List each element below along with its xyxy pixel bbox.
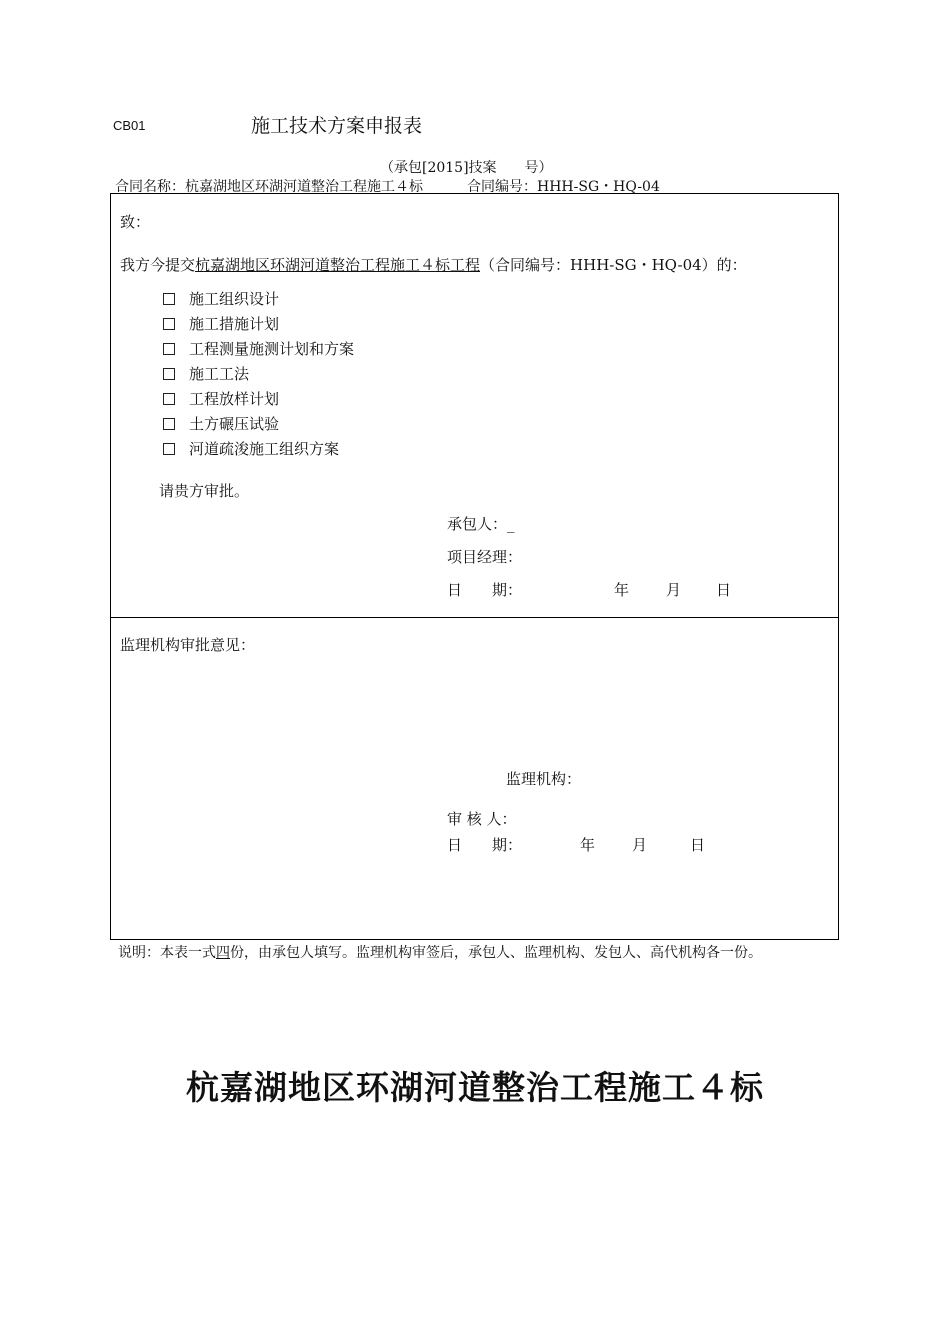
year-label: 年 (580, 836, 596, 854)
checklist-item-label: 施工措施计划 (189, 314, 280, 333)
checkbox-icon[interactable] (163, 393, 175, 405)
checkbox-icon[interactable] (163, 418, 175, 430)
note-prefix: 说明：本表一式 (118, 945, 216, 961)
checklist-item[interactable] (161, 436, 354, 461)
month-label: 月 (632, 836, 648, 854)
checklist-item-label: 工程放样计划 (189, 389, 280, 408)
supervision-date-row (447, 834, 747, 854)
checklist-item-label: 土方碾压试验 (189, 414, 280, 433)
contractor-label: 承包人：_ (447, 515, 515, 533)
checkbox-icon[interactable] (163, 368, 175, 380)
checklist-item-label: 施工工法 (189, 364, 250, 383)
checkbox-icon[interactable] (163, 343, 175, 355)
document-type-checklist (161, 286, 354, 461)
checklist-item[interactable] (161, 361, 354, 386)
submission-date-row (447, 579, 747, 599)
day-label: 日 (716, 581, 732, 599)
project-title: 杭嘉湖地区环湖河道整治工程施工４标 (186, 1068, 764, 1107)
intro-project: 杭嘉湖地区环湖河道整治工程施工４标工程 (195, 256, 481, 274)
checklist-item[interactable] (161, 311, 354, 336)
supervision-opinion-label: 监理机构审批意见： (120, 636, 256, 654)
form-code: CB01 (113, 118, 146, 133)
checklist-item[interactable] (161, 411, 354, 436)
checkbox-icon[interactable] (163, 318, 175, 330)
intro-suffix: （合同编号：HHH-SG・HQ-04）的： (480, 256, 747, 274)
reviewer-label: 审 核 人： (447, 810, 517, 828)
contract-number: 合同编号：HHH-SG・HQ-04 (467, 179, 660, 195)
note-suffix: 份，由承包人填写。监理机构审签后，承包人、监理机构、发包人、高代机构各一份。 (230, 945, 762, 961)
to-label: 致： (120, 213, 151, 231)
checklist-item[interactable] (161, 286, 354, 311)
approval-request: 请贵方审批。 (159, 482, 250, 500)
day-label: 日 (690, 836, 706, 854)
intro-prefix: 我方今提交 (120, 256, 196, 274)
checklist-item-label: 施工组织设计 (189, 289, 280, 308)
date-label: 日 期： (447, 836, 523, 854)
document-number: （承包[2015]技案 号） (380, 160, 553, 176)
year-label: 年 (614, 581, 630, 599)
checklist-item[interactable] (161, 336, 354, 361)
form-note (118, 942, 762, 962)
checkbox-icon[interactable] (163, 293, 175, 305)
checklist-item-label: 河道疏浚施工组织方案 (189, 439, 340, 458)
checklist-item-label: 工程测量施测计划和方案 (189, 339, 355, 358)
checkbox-icon[interactable] (163, 443, 175, 455)
submission-section (110, 193, 839, 618)
checklist-item[interactable] (161, 386, 354, 411)
project-manager-label: 项目经理： (447, 548, 523, 566)
supervision-section (110, 617, 839, 940)
month-label: 月 (666, 581, 682, 599)
submission-intro (120, 254, 747, 275)
supervision-org-label: 监理机构： (506, 770, 582, 788)
contract-name: 合同名称：杭嘉湖地区环湖河道整治工程施工４标 (115, 179, 423, 195)
form-title: 施工技术方案申报表 (251, 115, 423, 137)
date-label: 日 期： (447, 581, 523, 599)
note-copies: 四 (216, 945, 230, 961)
